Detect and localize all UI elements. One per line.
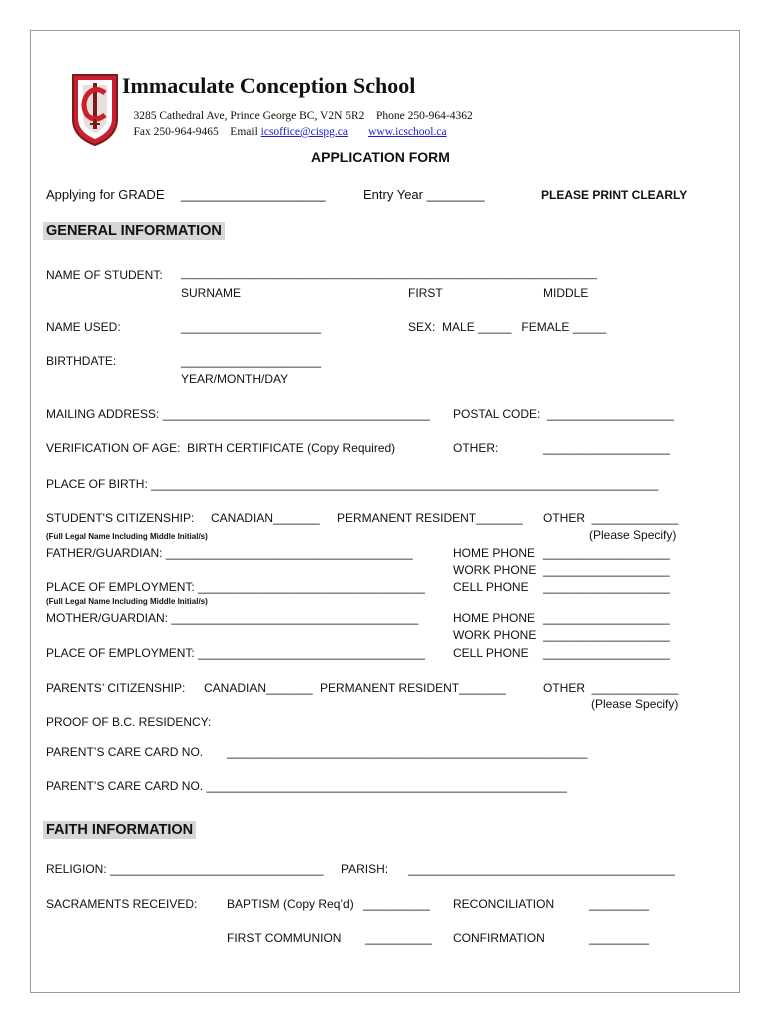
parish-label: PARISH: [341, 862, 389, 876]
entry-year-field[interactable]: Entry Year ________ [363, 187, 485, 202]
print-note: PLEASE PRINT CLEARLY [541, 188, 688, 202]
father-legal-name-note: (Full Legal Name Including Middle Initial/s) [46, 532, 208, 541]
student-please-specify: (Please Specify) [589, 528, 677, 542]
name-used-label: NAME USED: [46, 320, 121, 334]
father-home-phone-label: HOME PHONE [453, 546, 536, 560]
reconciliation-label: RECONCILIATION [453, 897, 555, 911]
verification-of-age: VERIFICATION OF AGE: BIRTH CERTIFICATE (Copy Required) [46, 441, 396, 455]
school-name: Immaculate Conception School [122, 73, 416, 98]
care-card-field-2[interactable]: PARENT’S CARE CARD NO. ______________________________________________________ [46, 779, 567, 793]
parents-other-field[interactable]: OTHER _____________ [543, 681, 679, 695]
mother-cell-phone-field[interactable]: ___________________ [543, 646, 670, 660]
school-crest-logo [51, 53, 103, 129]
mother-home-phone-label: HOME PHONE [453, 611, 536, 625]
student-name-label: NAME OF STUDENT: [46, 268, 163, 282]
student-canadian-field[interactable]: CANADIAN_______ [211, 511, 320, 525]
mother-home-phone-field[interactable]: ___________________ [543, 611, 670, 625]
sex-field[interactable]: SEX: MALE _____ FEMALE _____ [408, 320, 607, 334]
grade-field[interactable]: ____________________ [181, 187, 326, 202]
religion-field[interactable]: RELIGION: ________________________________ [46, 862, 324, 876]
mother-work-phone-label: WORK PHONE [453, 628, 537, 642]
parents-citizenship-label: PARENTS’ CITIZENSHIP: [46, 681, 186, 695]
confirmation-field[interactable]: _________ [589, 931, 650, 945]
mailing-address-field[interactable]: MAILING ADDRESS: ________________________________________ [46, 407, 430, 421]
birthdate-label: BIRTHDATE: [46, 354, 117, 368]
student-other-field[interactable]: OTHER _____________ [543, 511, 679, 525]
first-communion-field[interactable]: __________ [365, 931, 432, 945]
form-page [30, 30, 740, 993]
middle-caption: MIDDLE [543, 286, 589, 300]
website-link[interactable]: www.icschool.ca [368, 126, 447, 138]
mother-cell-phone-label: CELL PHONE [453, 646, 529, 660]
first-communion-label: FIRST COMMUNION [227, 931, 342, 945]
birthdate-field[interactable]: _____________________ [181, 354, 322, 368]
sacraments-label: SACRAMENTS RECEIVED: [46, 897, 198, 911]
mother-legal-name-note: (Full Legal Name Including Middle Initial/s) [46, 597, 208, 606]
parents-permanent-field[interactable]: PERMANENT RESIDENT_______ [320, 681, 506, 695]
student-name-field[interactable]: ____________________________________________________________________ [181, 268, 598, 280]
father-cell-phone-label: CELL PHONE [453, 580, 529, 594]
father-home-phone-field[interactable]: ___________________ [543, 546, 670, 560]
parish-field[interactable]: ________________________________________ [408, 862, 675, 876]
name-used-field[interactable]: _____________________ [181, 320, 322, 334]
email-label: Email [230, 126, 258, 138]
father-employment-field[interactable]: PLACE OF EMPLOYMENT: __________________________________ [46, 580, 425, 594]
surname-caption: SURNAME [181, 286, 242, 300]
father-guardian-field[interactable]: FATHER/GUARDIAN: _____________________________________ [46, 546, 413, 560]
student-permanent-field[interactable]: PERMANENT RESIDENT_______ [337, 511, 523, 525]
postal-code-field[interactable]: POSTAL CODE: ___________________ [453, 407, 674, 421]
form-title: APPLICATION FORM [311, 149, 450, 165]
father-work-phone-label: WORK PHONE [453, 563, 537, 577]
faith-information-heading: FAITH INFORMATION [43, 821, 196, 839]
care-card-field-1[interactable]: ______________________________________________________ [227, 745, 588, 759]
baptism-label: BAPTISM (Copy Req’d) [227, 897, 354, 911]
reconciliation-field[interactable]: _________ [589, 897, 650, 911]
fax-number: Fax 250-964-9465 [133, 126, 219, 138]
confirmation-label: CONFIRMATION [453, 931, 545, 945]
other-field[interactable]: ___________________ [543, 441, 670, 455]
first-caption: FIRST [408, 286, 443, 300]
street-address: 3285 Cathedral Ave, Prince George BC, V2N 5R2 [133, 110, 365, 122]
father-cell-phone-field[interactable]: ___________________ [543, 580, 670, 594]
student-citizenship-label: STUDENT'S CITIZENSHIP: [46, 511, 195, 525]
mother-employment-field[interactable]: PLACE OF EMPLOYMENT: __________________________________ [46, 646, 425, 660]
contact-line [122, 114, 447, 150]
proof-of-residency-label: PROOF OF B.C. RESIDENCY: [46, 715, 212, 729]
parents-please-specify: (Please Specify) [591, 697, 679, 711]
care-card-label-1: PARENT’S CARE CARD NO. [46, 745, 204, 759]
general-information-heading: GENERAL INFORMATION [43, 222, 225, 240]
parents-canadian-field[interactable]: CANADIAN_______ [204, 681, 313, 695]
other-label: OTHER: [453, 441, 499, 455]
place-of-birth-field[interactable]: PLACE OF BIRTH: ____________________________________________________________________________ [46, 477, 659, 491]
email-link[interactable]: icsoffice@cispg.ca [260, 126, 348, 138]
phone-number: Phone 250-964-4362 [375, 110, 473, 122]
mother-guardian-field[interactable]: MOTHER/GUARDIAN: _____________________________________ [46, 611, 419, 625]
birthdate-format-caption: YEAR/MONTH/DAY [181, 372, 289, 386]
grade-label: Applying for GRADE [46, 187, 165, 202]
baptism-field[interactable]: __________ [363, 897, 430, 911]
mother-work-phone-field[interactable]: ___________________ [543, 628, 670, 642]
father-work-phone-field[interactable]: ___________________ [543, 563, 670, 577]
